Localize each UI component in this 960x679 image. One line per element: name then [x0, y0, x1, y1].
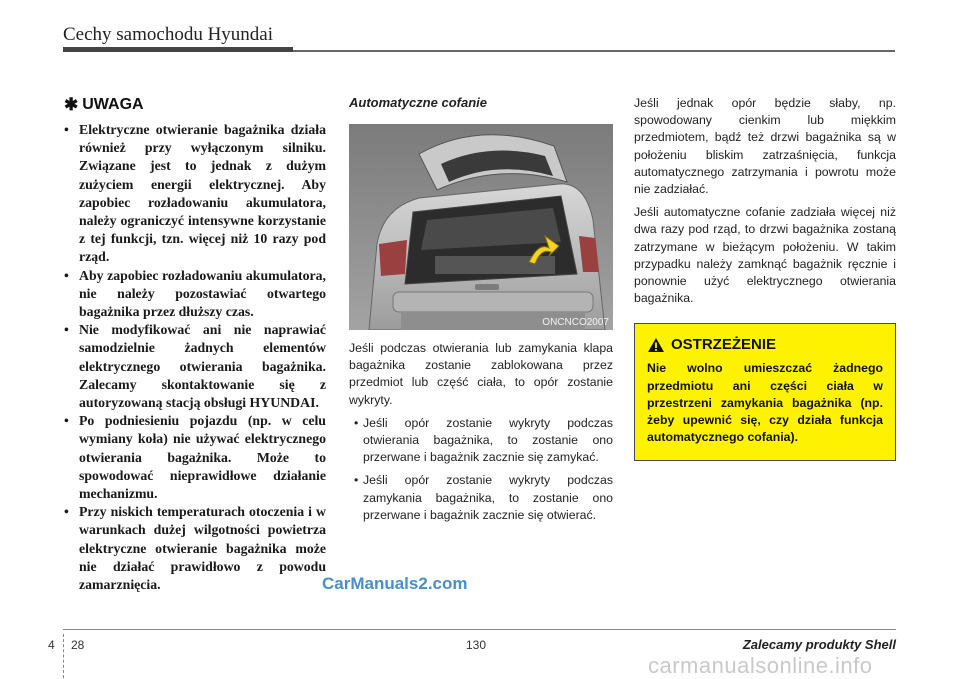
footer-rule [63, 629, 896, 630]
footer-chapter-number: 4 [48, 638, 55, 652]
tailgate-photo [349, 124, 613, 330]
auto-reverse-list [349, 415, 613, 524]
uwaga-list [64, 121, 326, 594]
footer-divider [63, 634, 64, 678]
uwaga-item: • Nie modyfikować ani nie naprawiać samodzielnie żadnych elementów elektrycznego otwierania bagażnika. Zalecamy skontaktowanie się z autoryzowaną stacją obsługi HYUNDAI. [64, 321, 326, 412]
auto-reverse-title: Automatyczne cofanie [349, 95, 487, 110]
uwaga-section [64, 95, 326, 594]
footer-page-number: 28 [71, 638, 85, 652]
auto-reverse-item: • Jeśli opór zostanie wykryty podczas otwierania bagażnika, to zostanie ono przerwane i bagażnik zacznie się zamykać. [349, 415, 613, 467]
footer-slogan: Zalecamy produkty Shell [742, 637, 896, 652]
warning-box [634, 323, 896, 461]
uwaga-item: • Aby zapobiec rozładowaniu akumulatora, nie należy pozostawiać otwartego bagażnika przez dłuższy czas. [64, 267, 326, 322]
uwaga-heading [64, 95, 326, 115]
tailgate-illustration [349, 124, 613, 330]
uwaga-title: UWAGA [82, 96, 144, 113]
auto-reverse-item: • Jeśli opór zostanie wykryty podczas zamykania bagażnika, to zostanie ono przerwane i bagażnik zacznie się otwierać. [349, 472, 613, 524]
uwaga-item: • Elektryczne otwieranie bagażnika działa również przy wyłączonym silniku. Związane jest to jednak z dużym zużyciem energii elektrycznej. Aby zapobiec rozładowaniu akumulatora, należy ograniczyć intensywne korzystanie z tej funkcji, tzn. więcej niż 10 razy pod rząd. [64, 121, 326, 267]
warning-text: Nie wolno umieszczać żadnego przedmiotu ani części ciała w przestrzeni zamykania bagażnika (np. żeby upewnić się, czy działa funkcja automatycznego cofania). [647, 361, 883, 445]
right-column [634, 95, 896, 461]
header-rule [293, 50, 895, 52]
asterisk-icon: ✱ [64, 95, 79, 114]
warning-title: OSTRZEŻENIE [671, 336, 777, 354]
carmanuals-watermark: CarManuals2.com [322, 574, 468, 593]
image-code: ONCNCO2007 [542, 317, 609, 328]
warning-heading [647, 336, 883, 353]
footer-center-number: 130 [466, 638, 487, 652]
right-paragraph-2: Jeśli automatyczne cofanie zadziała więcej niż dwa razy pod rząd, to drzwi bagażnika zostaną zatrzymane w bieżącym położeniu. W takim przypadku należy zamknąć bagażnik ręcznie i ponownie użyć elektrycznego otwierania bagażnika. [634, 205, 896, 306]
uwaga-item: • Przy niskich temperaturach otoczenia i w warunkach dużej wilgotności powietrza elektryczne otwieranie bagażnika może nie działać prawidłowo z powodu zamarznięcia. [64, 503, 326, 594]
page-header-title: Cechy samochodu Hyundai [63, 24, 274, 45]
site-watermark: carmanualsonline.info [648, 653, 873, 678]
auto-reverse-section [349, 95, 613, 530]
uwaga-item: • Po podniesieniu pojazdu (np. w celu wymiany koła) nie używać elektrycznego otwierania bagażnika. Może to spowodować nieprawidłowe działanie mechanizmu. [64, 412, 326, 503]
warning-triangle-icon [647, 337, 665, 353]
auto-reverse-intro: Jeśli podczas otwierania lub zamykania klapa bagażnika zostanie zablokowana przez przedmiot lub część ciała, to opór zostanie wykryty. [349, 341, 613, 407]
right-paragraph-1: Jeśli jednak opór będzie słaby, np. spowodowany cienkim lub miękkim przedmiotem, bądź też drzwi bagażnika są w położeniu bliskim zatrzaśnięcia, funkcja automatycznego zatrzymania i powrotu może nie zadziałać. [634, 96, 896, 197]
header-bar [63, 47, 293, 52]
